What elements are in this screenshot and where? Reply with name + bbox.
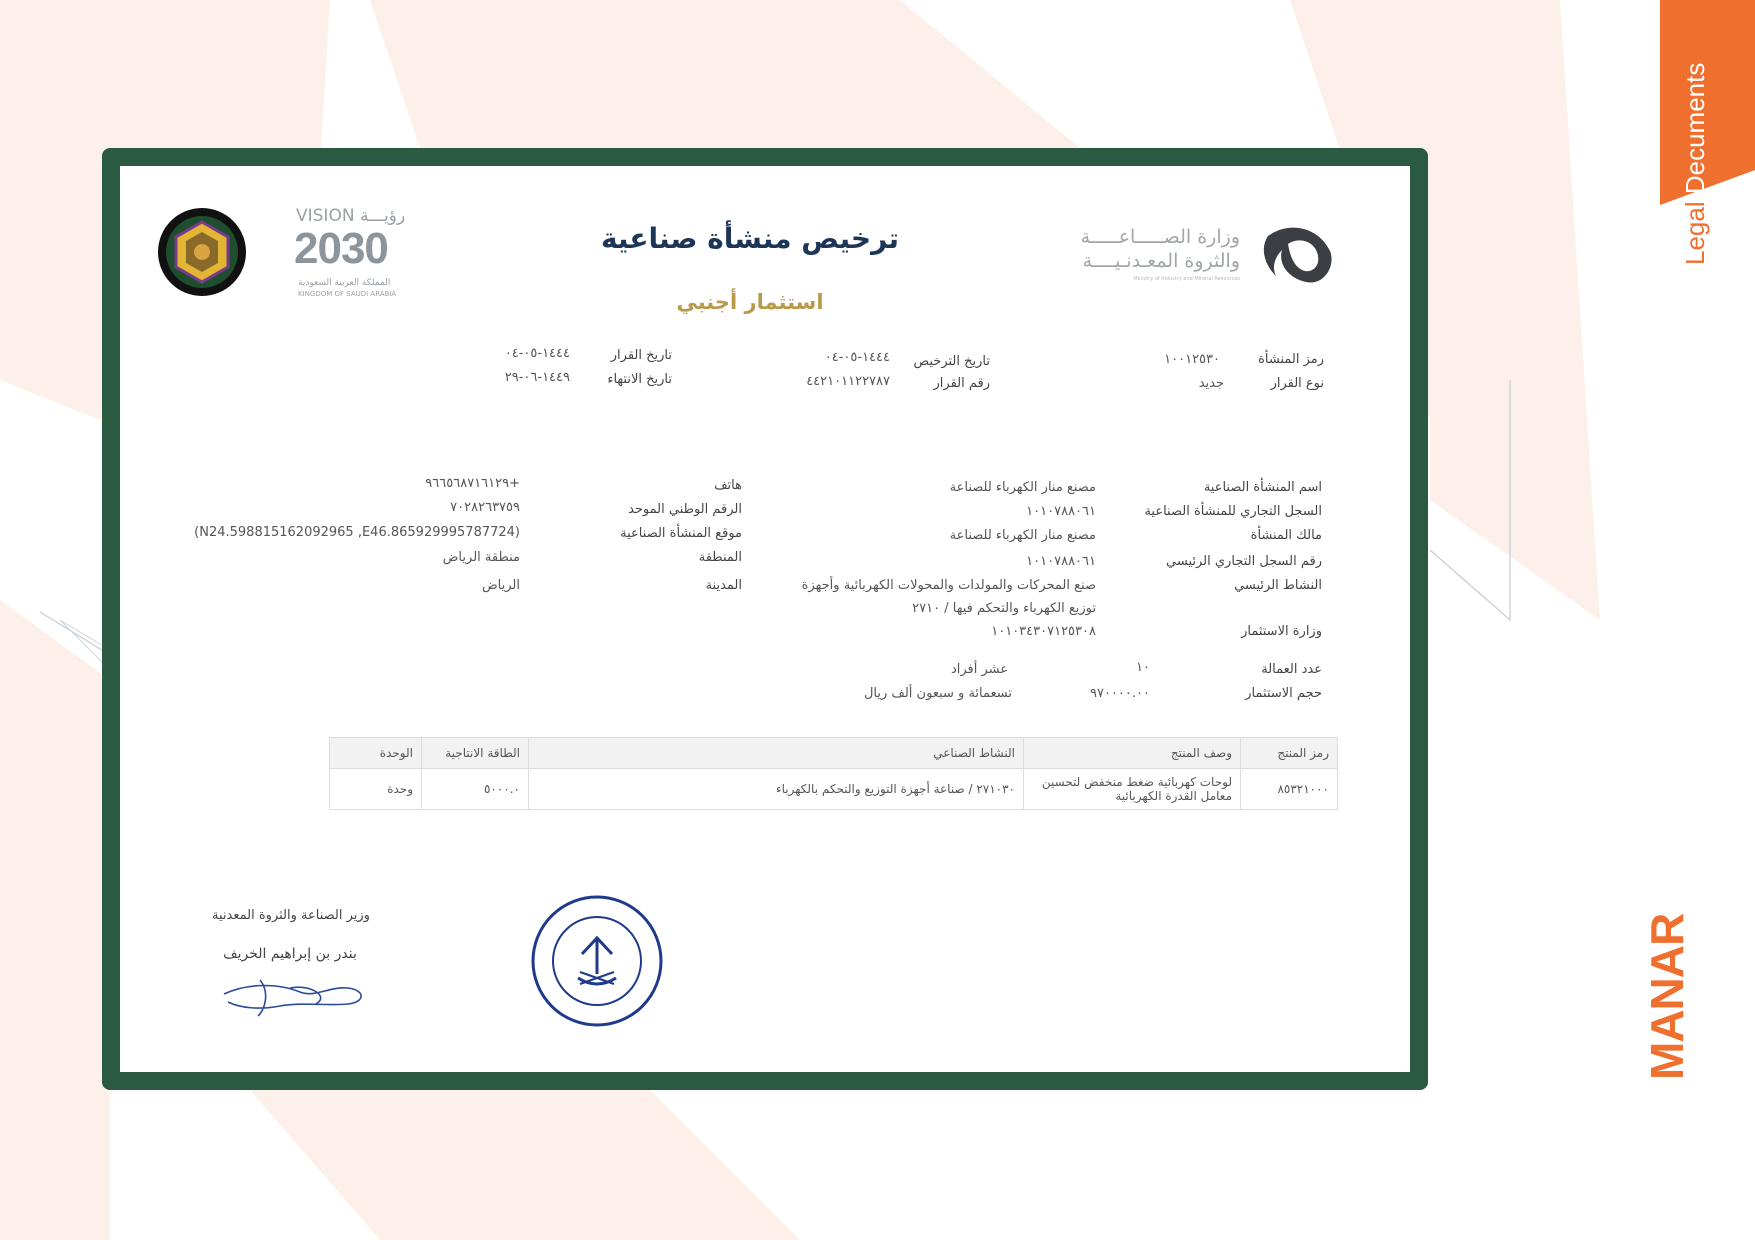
gcc-emblem-icon xyxy=(156,206,248,298)
product-table xyxy=(329,737,1338,810)
license-date-value: ١٤٤٤-٠٥-٠٤ xyxy=(824,350,890,365)
workers-value: ١٠ xyxy=(1136,660,1150,675)
workers-text: عشر أفراد xyxy=(950,662,1008,677)
ministry-name-line1: وزارة الصـــــاعـــــة xyxy=(1080,226,1240,248)
legal-documents-label xyxy=(1680,63,1711,265)
commercial-register-value: ١٠١٠٧٨٨٠٦١ xyxy=(1026,504,1096,519)
signatory-name: بندر بن إبراهيم الخريف xyxy=(223,946,357,962)
table-cell: لوحات كهربائية ضغط منخفض لتحسين معامل القدرة الكهربائية xyxy=(1024,769,1241,810)
table-cell: ٥٠٠٠.٠ xyxy=(422,769,529,810)
decision-number-value: ٤٤٢١٠١١٢٢٧٨٧ xyxy=(806,374,890,389)
commercial-register-label: السجل التجاري للمنشأة الصناعية xyxy=(1144,504,1322,519)
vision-2030-logo xyxy=(290,206,430,302)
decision-number-label: رقم القرار xyxy=(933,376,990,391)
table-header-cell: الوحدة xyxy=(330,738,422,769)
table-cell: ٨٥٣٢١٠٠٠ xyxy=(1241,769,1338,810)
location-label: موقع المنشأة الصناعية xyxy=(620,526,742,541)
vision-year: 2030 xyxy=(294,224,388,273)
table-cell: ٢٧١٠٣٠ / صناعة أجهزة التوزيع والتحكم بالكهرباء xyxy=(529,769,1024,810)
ministry-name-en: Ministry of Industry and Mineral Resources xyxy=(1133,276,1240,282)
investment-text: تسعمائة و سبعون ألف ريال xyxy=(863,686,1012,701)
decision-type-value: جديد xyxy=(1198,376,1224,391)
vision-country-ar: المملكة العربية السعودية xyxy=(298,278,391,288)
main-register-label: رقم السجل التجاري الرئيسي xyxy=(1166,554,1322,569)
ministry-name-line2: والثروة المعـدنـيــــة xyxy=(1082,250,1240,272)
facility-code-value: ١٠٠١٢٥٣٠ xyxy=(1164,352,1220,367)
table-cell: وحدة xyxy=(330,769,422,810)
vision-label: VISION رؤيـــة xyxy=(296,206,406,226)
expiry-date-label: تاريخ الانتهاء xyxy=(607,372,672,387)
decision-type-label: نوع القرار xyxy=(1270,376,1324,391)
ministry-stamp-icon xyxy=(530,894,664,1028)
table-header-row xyxy=(330,738,1338,769)
city-value: الرياض xyxy=(481,578,520,593)
phone-value: +٩٦٦٥٦٨٧١٦١٢٩ xyxy=(425,476,520,491)
signatory-title: وزير الصناعة والثروة المعدنية xyxy=(212,908,370,923)
workers-label: عدد العمالة xyxy=(1261,662,1322,677)
facility-code-label: رمز المنشأة xyxy=(1258,352,1324,367)
owner-label: مالك المنشأة xyxy=(1250,528,1322,543)
phone-label: هاتف xyxy=(714,478,742,493)
region-label: المنطقة xyxy=(698,550,742,565)
national-number-value: ٧٠٢٨٢٦٣٧٥٩ xyxy=(450,500,520,515)
decision-date-label: تاريخ القرار xyxy=(610,348,672,363)
main-register-value: ١٠١٠٧٨٨٠٦١ xyxy=(1026,554,1096,569)
page-subtitle: استثمار أجنبي xyxy=(676,290,824,314)
region-value: منطقة الرياض xyxy=(442,550,520,565)
main-activity-label: النشاط الرئيسي xyxy=(1234,578,1322,593)
location-value: (N24.598815162092965 ,E46.865929995787724) xyxy=(194,525,520,540)
main-activity-line2: توزيع الكهرباء والتحكم فيها / ٢٧١٠ xyxy=(912,601,1096,616)
main-activity-line1: صنع المحركات والمولدات والمحولات الكهربائية وأجهزة xyxy=(801,578,1096,593)
ministry-logo-icon xyxy=(1258,216,1336,294)
facility-name-value: مصنع منار الكهرباء للصناعة xyxy=(949,480,1096,495)
city-label: المدينة xyxy=(705,578,742,593)
table-header-cell: الطاقة الانتاجية xyxy=(422,738,529,769)
investment-ministry-value: ١٠١٠٣٤٣٠٧١٢٥٣٠٨ xyxy=(991,624,1096,639)
table-header-cell: وصف المنتج xyxy=(1024,738,1241,769)
table-header-cell: رمز المنتج xyxy=(1241,738,1338,769)
investment-label: حجم الاستثمار xyxy=(1245,686,1322,701)
expiry-date-value: ١٤٤٩-٠٦-٢٩ xyxy=(504,370,570,385)
license-date-label: تاريخ الترخيص xyxy=(913,354,990,369)
page-title: ترخيص منشأة صناعية xyxy=(600,222,900,255)
table-row xyxy=(330,769,1338,810)
legal-label-part1: Legal xyxy=(1680,201,1710,265)
decision-date-value: ١٤٤٤-٠٥-٠٤ xyxy=(504,346,570,361)
investment-value: ٩٧٠٠٠٠.٠٠ xyxy=(1090,686,1150,701)
handwritten-signature xyxy=(220,972,370,1020)
owner-value: مصنع منار الكهرباء للصناعة xyxy=(949,528,1096,543)
vision-country-en: KINGDOM OF SAUDI ARABIA xyxy=(298,290,397,298)
facility-name-label: اسم المنشأة الصناعية xyxy=(1203,480,1322,495)
legal-label-part2: Decuments xyxy=(1680,62,1710,202)
national-number-label: الرقم الوطني الموحد xyxy=(628,502,742,517)
table-header-cell: النشاط الصناعي xyxy=(529,738,1024,769)
investment-ministry-label: وزارة الاستثمار xyxy=(1241,624,1322,639)
manar-logo: MANAR xyxy=(1641,913,1693,1080)
